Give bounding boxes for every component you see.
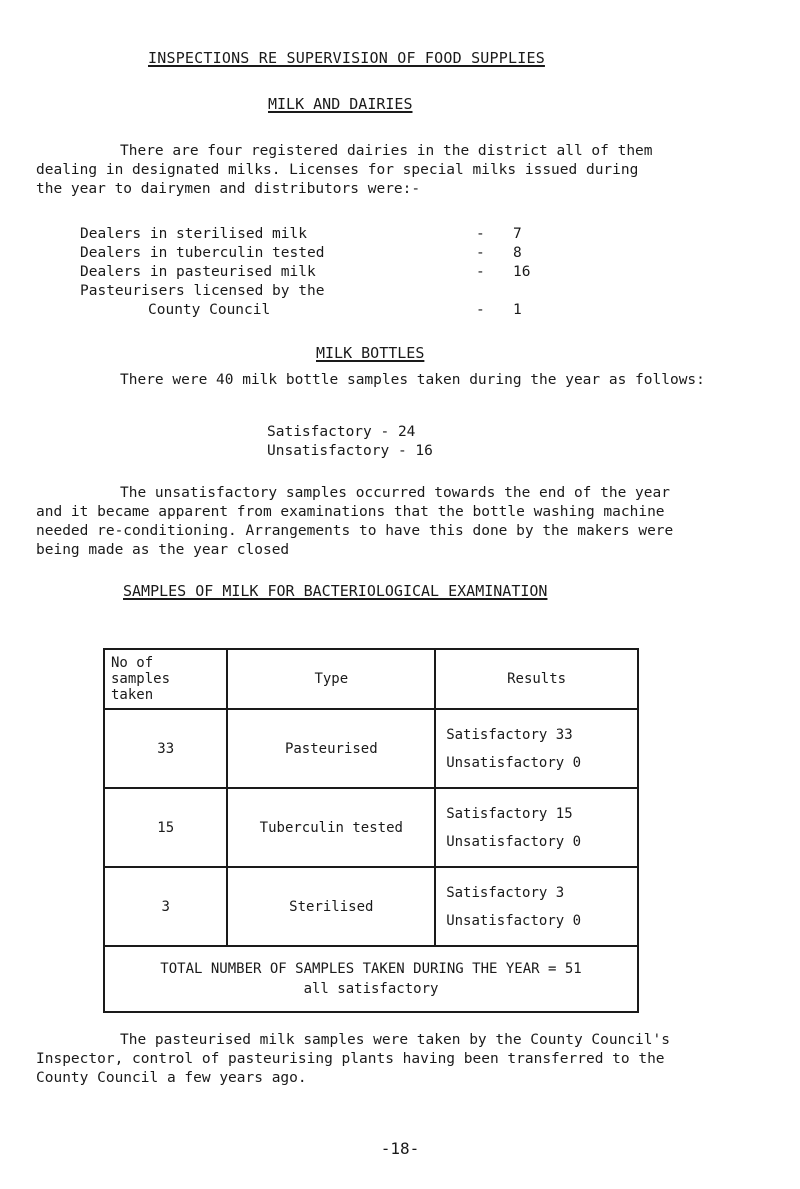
row-results: Satisfactory 33 Unsatisfactory 0 — [435, 709, 638, 788]
row-type: Tuberculin tested — [227, 788, 435, 867]
bottles-intro: There were 40 milk bottle samples taken during the year as follows: — [120, 372, 705, 388]
samples-table — [103, 648, 639, 1013]
table-row — [104, 867, 638, 946]
dealer-label-sterilised: Dealers in sterilised milk — [80, 226, 307, 242]
row-count: 33 — [104, 709, 227, 788]
closing-line-3: County Council a few years ago. — [36, 1070, 307, 1086]
page-number: -18- — [380, 1139, 420, 1158]
table-total-row — [104, 946, 638, 1012]
bottles-note-line-4: being made as the year closed — [36, 542, 290, 558]
total-line-1: TOTAL NUMBER OF SAMPLES TAKEN DURING THE YEAR = 51 — [160, 961, 582, 977]
intro-line-2: dealing in designated milks. Licenses for special milks issued during — [36, 162, 639, 178]
dealer-label-tuberculin: Dealers in tuberculin tested — [80, 245, 325, 261]
dealer-count-pasteurisers: 1 — [513, 302, 522, 318]
dealer-dash: - — [476, 302, 485, 318]
intro-paragraph — [36, 142, 653, 199]
closing-line-2: Inspector, control of pasteurising plants having been transferred to the — [36, 1051, 665, 1067]
page-heading: INSPECTIONS RE SUPERVISION OF FOOD SUPPLIES — [148, 49, 545, 67]
dealer-dash: - — [476, 264, 485, 280]
dealer-dash: - — [476, 245, 485, 261]
row-count: 15 — [104, 788, 227, 867]
bottles-note-line-1: The unsatisfactory samples occurred towards the end of the year — [120, 485, 670, 501]
column-header-type: Type — [227, 649, 435, 709]
column-header-results: Results — [435, 649, 638, 709]
bottles-unsatisfactory: Unsatisfactory - 16 — [267, 443, 433, 459]
row-count: 3 — [104, 867, 227, 946]
intro-line-1: There are four registered dairies in the district all of them — [120, 143, 653, 159]
table-row — [104, 788, 638, 867]
table-header-row — [104, 649, 638, 709]
dealer-label-pasteurisers: Pasteurisers licensed by the — [80, 283, 325, 299]
bottles-note-line-3: needed re-conditioning. Arrangements to have this done by the makers were — [36, 523, 674, 539]
dealer-count-tuberculin: 8 — [513, 245, 522, 261]
total-cell — [104, 946, 638, 1012]
dealer-dash: - — [476, 226, 485, 242]
dealer-count-pasteurised: 16 — [513, 264, 531, 280]
row-type: Sterilised — [227, 867, 435, 946]
section-heading-milk-bottles: MILK BOTTLES — [316, 344, 425, 362]
row-results: Satisfactory 15 Unsatisfactory 0 — [435, 788, 638, 867]
bottles-satisfactory: Satisfactory - 24 — [267, 424, 416, 440]
dealer-label-pasteurised: Dealers in pasteurised milk — [80, 264, 316, 280]
closing-line-1: The pasteurised milk samples were taken by the County Council's — [120, 1032, 670, 1048]
bottles-note — [36, 484, 673, 560]
row-results: Satisfactory 3 Unsatisfactory 0 — [435, 867, 638, 946]
intro-line-3: the year to dairymen and distributors were:- — [36, 181, 421, 197]
section-heading-milk-and-dairies: MILK AND DAIRIES — [268, 95, 413, 113]
closing-paragraph — [36, 1031, 670, 1088]
bottles-note-line-2: and it became apparent from examinations that the bottle washing machine — [36, 504, 665, 520]
dealer-count-sterilised: 7 — [513, 226, 522, 242]
table-row — [104, 709, 638, 788]
section-heading-bacteriological: SAMPLES OF MILK FOR BACTERIOLOGICAL EXAMINATION — [123, 582, 548, 600]
row-type: Pasteurised — [227, 709, 435, 788]
total-line-2: all satisfactory — [303, 981, 439, 997]
dealer-label-pasteurisers-cont: County Council — [148, 302, 271, 318]
column-header-count: No of samples taken — [104, 649, 227, 709]
